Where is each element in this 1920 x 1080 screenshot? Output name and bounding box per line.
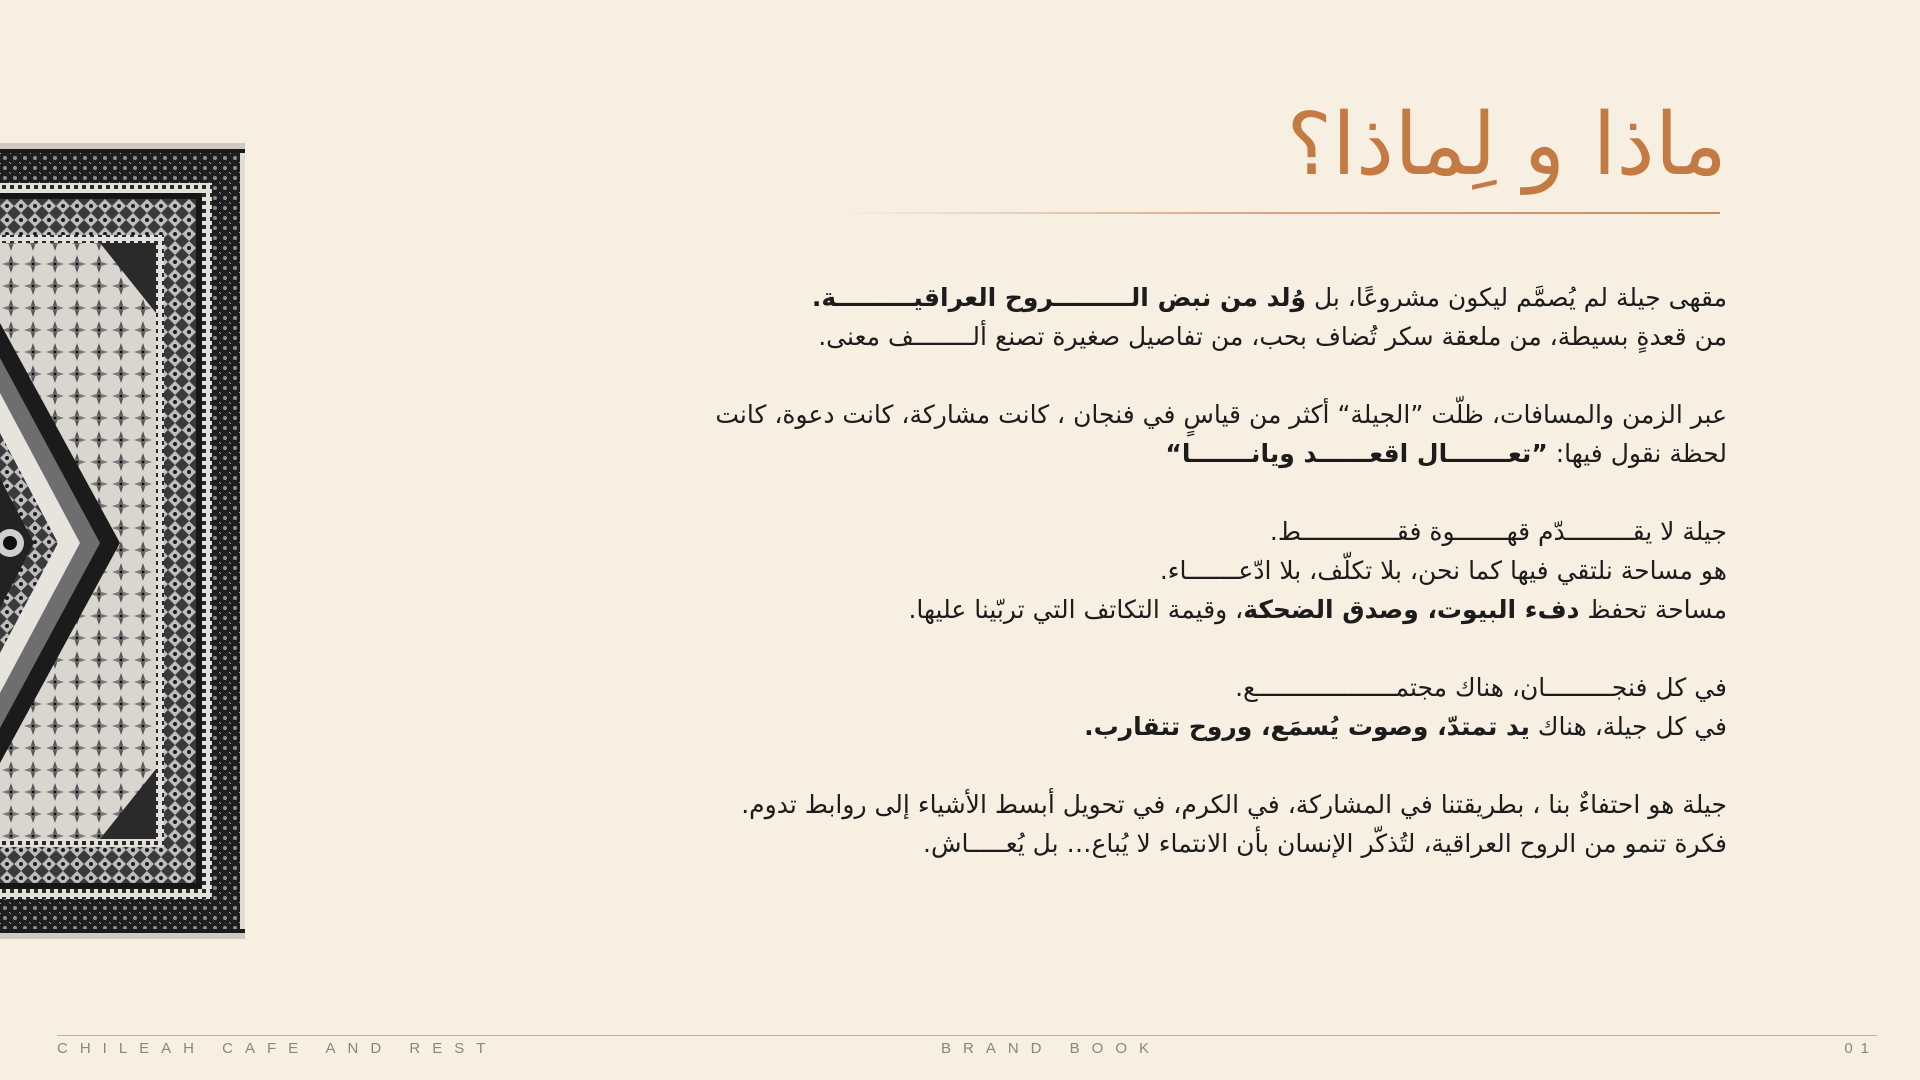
paragraph-3 [587,512,1727,629]
bold-text-run: دفء البيوت، وصدق الضحكة [1243,595,1580,624]
paragraph-line: في كل فنجـــــــــان، هناك مجتمـــــــــــــــــــع. [1235,673,1727,702]
bold-text-run: وُلد من نبض الـــــــــروح العراقيـــــــــة. [811,283,1307,312]
text-run: لحظة نقول فيها: [1547,439,1727,468]
paragraph-line: جيلة لا يقـــــــــدّم قهـــــــوة فقـــــــــــــط. [1269,517,1727,546]
paragraph-1 [587,278,1727,356]
persian-rug-image [0,143,245,939]
footer-brand-name: CHILEAH CAFE AND REST [57,1040,498,1057]
text-run: ، وقيمة التكاتف التي تربّينا عليها. [908,595,1244,624]
text-run: مقهى جيلة لم يُصمَّم ليكون مشروعًا، بل [1306,283,1727,312]
footer-divider [57,1035,1877,1036]
text-run: في كل جيلة، هناك [1529,712,1727,741]
paragraph-line: من قعدةٍ بسيطة، من ملعقة سكر تُضاف بحب، من تفاصيل صغيرة تصنع ألــــــــف معنى. [818,322,1727,351]
bold-text-run: يد تمتدّ، وصوت يُسمَع، وروح تتقارب. [1084,712,1530,741]
paragraph-2 [587,395,1727,473]
text-run: مساحة تحفظ [1579,595,1727,624]
paragraph-line: جيلة هو احتفاءٌ بنا ، بطريقتنا في المشاركة، في الكرم، في تحويل أبسط الأشياء إلى روابط تدوم. [741,790,1727,819]
paragraph-line: عبر الزمن والمسافات، ظلّت ”الجيلة“ أكثر من قياسٍ في فنجان ، كانت مشاركة، كانت دعوة، كانت [715,400,1727,429]
paragraph-5 [587,785,1727,863]
paragraph-line [587,590,1727,629]
paragraph-line [587,278,1727,317]
paragraph-line [587,707,1727,746]
body-text [587,278,1727,863]
page-title: ماذا و لِماذا؟ [1286,95,1727,195]
bold-text-run: ”تعـــــــال اقعــــــد ويانـــــــا“ [1165,439,1548,468]
title-divider [840,212,1720,214]
footer-document-title: BRAND BOOK [941,1040,1162,1057]
paragraph-4 [587,668,1727,746]
footer-page-number: 01 [1844,1040,1877,1057]
paragraph-line [587,434,1727,473]
paragraph-line: فكرة تنمو من الروح العراقية، لتُذكّر الإنسان بأن الانتماء لا يُباع… بل يُعـــــاش. [923,829,1727,858]
paragraph-line: هو مساحة نلتقي فيها كما نحن، بلا تكلّف، بلا ادّعـــــــاء. [1159,556,1727,585]
